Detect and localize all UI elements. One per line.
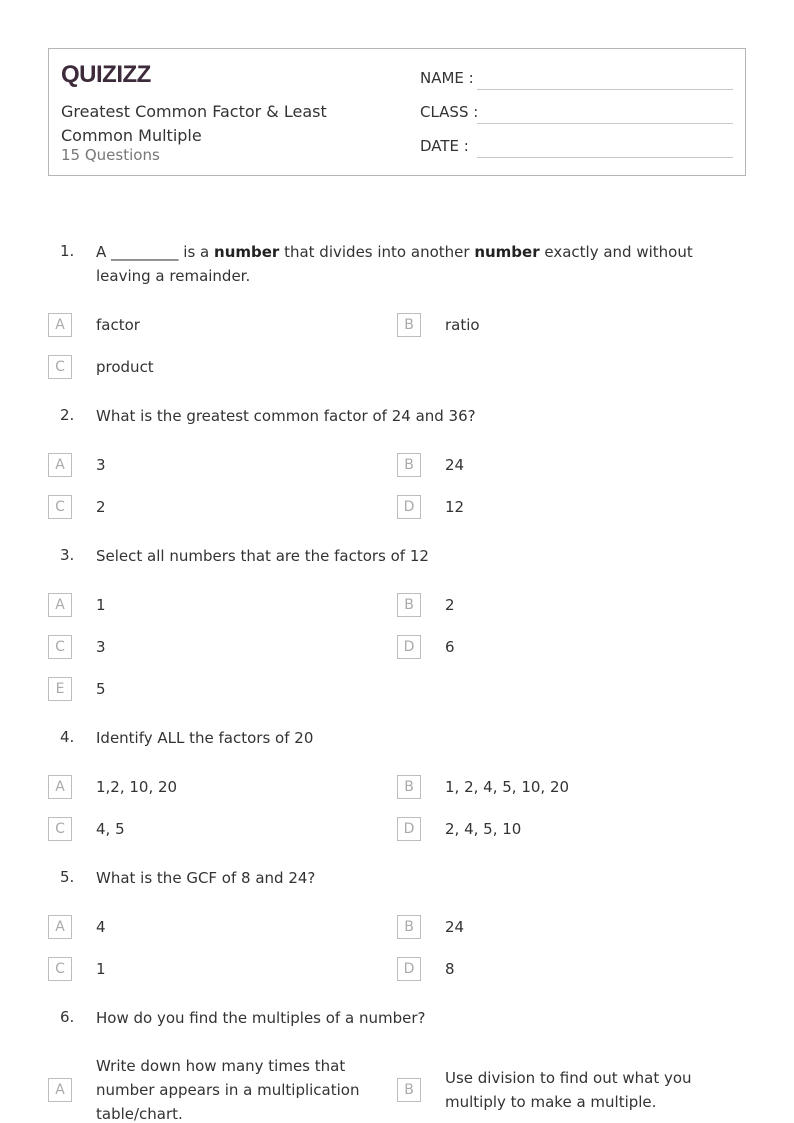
- question-text-part: exactly and without leaving a remainder.: [96, 243, 693, 285]
- question-number: 3.: [60, 546, 75, 564]
- date-line[interactable]: [477, 157, 733, 158]
- date-label: DATE :: [420, 137, 469, 155]
- question-text: [96, 240, 746, 288]
- option-text: factor: [96, 316, 140, 334]
- class-label: CLASS :: [420, 103, 479, 121]
- question-text: Select all numbers that are the factors of 12: [96, 547, 429, 565]
- quizizz-logo: [61, 59, 153, 87]
- class-line[interactable]: [477, 123, 733, 124]
- option-letter-box[interactable]: A: [48, 453, 72, 477]
- question-number: 2.: [60, 406, 75, 424]
- option-text: 12: [445, 498, 465, 516]
- option-letter-box[interactable]: B: [397, 313, 421, 337]
- option-text: 1: [96, 596, 106, 614]
- question-number: 5.: [60, 868, 75, 886]
- option-letter-box[interactable]: A: [48, 1078, 72, 1102]
- option-text: 24: [445, 918, 465, 936]
- option-letter-box[interactable]: B: [397, 915, 421, 939]
- option-text: 2: [445, 596, 455, 614]
- question-text: What is the greatest common factor of 24 and 36?: [96, 407, 476, 425]
- option-text: 1,2, 10, 20: [96, 778, 178, 796]
- name-label: NAME :: [420, 69, 474, 87]
- option-text: 4, 5: [96, 820, 125, 838]
- option-letter-box[interactable]: C: [48, 495, 72, 519]
- quizizz-logo-mark: [61, 59, 153, 87]
- option-letter-box[interactable]: B: [397, 453, 421, 477]
- option-letter-box[interactable]: D: [397, 635, 421, 659]
- option-text: 2: [96, 498, 106, 516]
- question-number: 4.: [60, 728, 75, 746]
- option-letter-box[interactable]: B: [397, 775, 421, 799]
- option-letter-box[interactable]: D: [397, 817, 421, 841]
- option-text: 1, 2, 4, 5, 10, 20: [445, 778, 570, 796]
- worksheet-title: Greatest Common Factor & Least Common Multiple: [61, 102, 327, 145]
- option-text: 3: [96, 638, 106, 656]
- question-text-bold: number: [214, 243, 280, 261]
- question-text: Identify ALL the factors of 20: [96, 729, 314, 747]
- name-line[interactable]: [477, 89, 733, 90]
- option-letter-box[interactable]: D: [397, 495, 421, 519]
- option-text: 24: [445, 456, 465, 474]
- option-text: ratio: [445, 316, 480, 334]
- question-text-part: that divides into another: [279, 243, 475, 261]
- option-letter-box[interactable]: C: [48, 635, 72, 659]
- worksheet-header: [48, 48, 746, 176]
- option-letter-box[interactable]: E: [48, 677, 72, 701]
- option-text: Write down how many times that number appears in a multiplication table/chart.: [96, 1057, 360, 1123]
- option-text: 8: [445, 960, 455, 978]
- option-letter-box[interactable]: C: [48, 817, 72, 841]
- question-number: 6.: [60, 1008, 75, 1026]
- option-letter-box[interactable]: A: [48, 915, 72, 939]
- option-letter-box[interactable]: A: [48, 593, 72, 617]
- option-letter-box[interactable]: B: [397, 1078, 421, 1102]
- option-text: 2, 4, 5, 10: [445, 820, 522, 838]
- option-text: 4: [96, 918, 106, 936]
- option-text: 5: [96, 680, 106, 698]
- question-text: What is the GCF of 8 and 24?: [96, 869, 316, 887]
- option-letter-box[interactable]: C: [48, 957, 72, 981]
- question-text-bold: number: [474, 243, 540, 261]
- svg-text:QUIZIZZ: QUIZIZZ: [61, 61, 151, 87]
- option-text: Use division to find out what you multiply to make a multiple.: [445, 1069, 692, 1111]
- question-text-part: A _________ is a: [96, 243, 215, 261]
- option-letter-box[interactable]: C: [48, 355, 72, 379]
- option-letter-box[interactable]: D: [397, 957, 421, 981]
- option-text: 6: [445, 638, 455, 656]
- option-text: 3: [96, 456, 106, 474]
- option-letter-box[interactable]: A: [48, 775, 72, 799]
- question-number: 1.: [60, 242, 75, 260]
- option-letter-box[interactable]: B: [397, 593, 421, 617]
- option-text: product: [96, 358, 154, 376]
- question-text: How do you find the multiples of a number?: [96, 1009, 426, 1027]
- option-letter-box[interactable]: A: [48, 313, 72, 337]
- option-text: 1: [96, 960, 106, 978]
- question-count: 15 Questions: [61, 146, 160, 164]
